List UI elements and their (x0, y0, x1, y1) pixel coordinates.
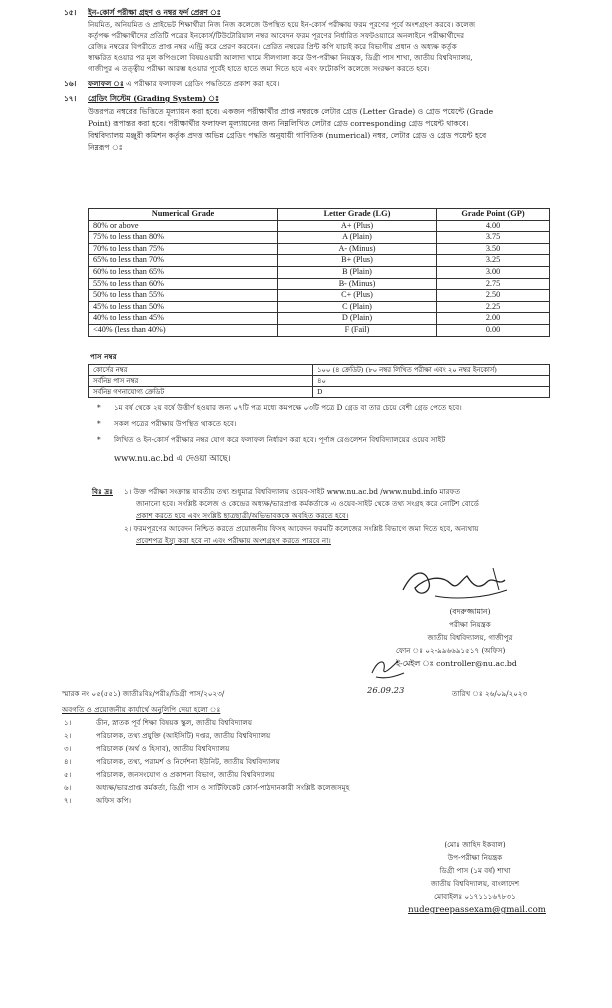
table-row (89, 255, 550, 267)
copy-item-1-number: ১। (64, 718, 72, 727)
initials-image (368, 655, 408, 683)
note-1-text: ১ম বর্ষ থেকে ২য় বর্ষে উত্তীর্ণ হওয়ার জন্য ০৭টি পত্র মধ্যে কমপক্ষে ০৩টি পত্রে D গ্রেড বা তার চেয়ে বেশী গ্রেড পেতে হবে। (114, 403, 462, 412)
section-15-line-3: রেজিঃ নম্বরের বিপরীতে প্রাপ্ত নম্বর এন্ট্রি করে প্রেরণ করবেন। প্রেরিত নম্বরের প্রিন্ট কপি যাচাই করে বিভাগীয় প্রধান ও অধ্যক্ষ কর্তৃক (88, 42, 457, 51)
copy-to-title (62, 705, 392, 716)
table-row (89, 220, 550, 232)
copy-item-6-number: ৬। (64, 783, 72, 792)
table-row (89, 301, 550, 313)
letter-grade-cell: B (Plain) (278, 266, 437, 278)
note-2-text: সকল পত্রের পরীক্ষায় উপস্থিত থাকতে হবে। (114, 419, 237, 428)
grading-table-header-row (89, 209, 550, 221)
letter-grade-cell: A (Plain) (278, 232, 437, 244)
note-1-mark: * (97, 403, 101, 412)
signatory-1-email: ই-মেইল ঃ controller@nu.ac.bd (396, 659, 517, 668)
numerical-grade-cell: 70% to less than 75% (89, 243, 278, 255)
grade-point-cell: 2.75 (437, 278, 550, 290)
note-label-text: বিঃ দ্রঃ (92, 487, 113, 496)
signatory-2-org: জাতীয় বিশ্ববিদ্যালয়, বাংলাদেশ (430, 879, 520, 888)
numerical-grade-cell: 80% or above (89, 220, 278, 232)
copy-item-3-text: পরিচালক (অর্থ ও হিসাব), জাতীয় বিশ্ববিদ্যালয় (96, 744, 230, 753)
numerical-grade-cell: <40% (less than 40%) (89, 324, 278, 336)
copy-item-5-text: পরিচালক, জনসংযোগ ও প্রকাশনা বিভাগ, জাতীয় বিশ্ববিদ্যালয় (96, 770, 275, 779)
letter-grade-cell: F (Fail) (278, 324, 437, 336)
signatory-2-branch: ডিগ্রী পাস (১ম বর্ষ) শাখা (439, 866, 511, 875)
section-17-line-1: উত্তরপত্র নম্বরের ভিত্তিতে মূল্যায়ন করা হবে। একজন পরীক্ষার্থীর প্রাপ্ত নম্বরকে লেটার গ্রেড (Letter Grade) ও গ্রেড পয়েন্টে (Grade (88, 107, 494, 116)
note-3-text-2: www.nu.ac.bd এ দেওয়া আছে। (114, 453, 231, 463)
numerical-grade-cell: 50% to less than 55% (89, 290, 278, 302)
copy-item-4-number: ৪। (64, 757, 72, 766)
signatory-2-mobile: মোবাইলঃ ০১৭১১১৬৭৮৩১ (434, 892, 516, 901)
note-item-2-line-2: প্রবেশপত্র ইস্যু করা হবে না এবং পরীক্ষায় অংশগ্রহণ করতে পারবে না। (136, 536, 331, 545)
pass-marks-title: পাস নম্বর (90, 352, 117, 361)
copy-to-title-text: অবগতি ও প্রয়োজনীয় কার্যার্থে অনুলিপি দেয়া হলো ঃ (62, 705, 221, 714)
grading-table (88, 208, 550, 337)
section-16-text: এ পরীক্ষার ফলাফল গ্রেডিং পদ্ধতিতে প্রকাশ করা হবে। (123, 79, 280, 88)
section-16-body (88, 79, 556, 90)
letter-grade-cell: D (Plain) (278, 313, 437, 325)
grade-point-cell: 3.50 (437, 243, 550, 255)
copy-item-5-number: ৫। (64, 770, 72, 779)
grading-header-letter: Letter Grade (LG) (278, 209, 437, 221)
numerical-grade-cell: 55% to less than 60% (89, 278, 278, 290)
grade-point-cell: 3.75 (437, 232, 550, 244)
note-2-mark: * (97, 419, 101, 428)
grade-point-cell: 2.00 (437, 313, 550, 325)
section-15-title (88, 8, 556, 19)
copy-item-2-text: পরিচালক, তথ্য প্রযুক্তি (আইসিটি) দপ্তর, জাতীয় বিশ্ববিদ্যালয় (96, 731, 271, 740)
copy-item-7-number: ৭। (64, 796, 72, 805)
copy-item-3-number: ৩। (64, 744, 72, 753)
memo-reference: স্মারক নং ০৫(৫৫১) জাতীঃবিঃ/পরীঃ/ডিগ্রী পাস/২০২৩/ (62, 689, 225, 698)
section-17-line-2: Point) রূপান্তর করা হবে। পরীক্ষার্থীর ফলাফল মূল্যায়নের জন্য নিম্নলিখিত লেটার গ্রেড corresponding গ্রেড পয়েন্ট থাকবে। (88, 119, 469, 128)
section-17-title (88, 94, 556, 105)
section-15-line-1: নিয়মিত, অনিয়মিত ও প্রাইভেট শিক্ষার্থীরা নিজ নিজ কলেজে উপস্থিত হয়ে ইন-কোর্স পরীক্ষায় ফরম পূরণের পূর্বে অংশগ্রহণ করবে। কলেজ (88, 20, 476, 29)
section-17-title-text: গ্রেডিং সিস্টেম (Grading System) ঃ (88, 94, 219, 103)
section-15-number: ১৫। (64, 8, 77, 17)
table-row (89, 290, 550, 302)
table-row (89, 324, 550, 336)
note-item-2-line-1: ২। ফরমপূরণের আবেদন নিশ্চিত করতে প্রয়োজনীয় ফিসহ আবেদন ফরমটি কলেজের সংশ্লিষ্ট বিভাগে জমা দিতে হবে, অন্যথায় (124, 524, 479, 533)
pass-label-cell: সর্বনিম্ন পাস নম্বর (89, 376, 313, 387)
table-row (89, 243, 550, 255)
note-item-1-line-2: জানানো হবে। সংশ্লিষ্ট কলেজ ও কেন্দ্রের অধ্যক্ষ/ভারপ্রাপ্ত কর্মকর্তাকে এ ওয়েব-সাইট থেকে তথ্য সংগ্রহ করে নোটিশ বোর্ডে (136, 499, 479, 508)
section-17-line-4: নিম্নরূপ ঃ (88, 143, 123, 152)
letter-grade-cell: C (Plain) (278, 301, 437, 313)
pass-value-cell: ৪০ (313, 376, 550, 387)
note-3-mark: * (97, 435, 101, 444)
section-15-title-text: ইন-কোর্স পরীক্ষা গ্রহণ ও নম্বর ফর্দ প্রেরণ ঃ (88, 8, 221, 17)
signatory-2-designation: উপ-পরীক্ষা নিয়ন্ত্রক (447, 853, 503, 862)
grade-point-cell: 4.00 (437, 220, 550, 232)
copy-item-1-text: ডীন, স্নাতক পূর্ব শিক্ষা বিষয়ক স্কুল, জাতীয় বিশ্ববিদ্যালয় (96, 718, 253, 727)
signatory-1-name: (বদরুজ্জামান) (449, 607, 491, 616)
table-row (89, 376, 550, 387)
grade-point-cell: 3.00 (437, 266, 550, 278)
letter-grade-cell: A- (Minus) (278, 243, 437, 255)
pass-label-cell: কোর্সের নম্বর (89, 365, 313, 376)
table-row (89, 387, 550, 398)
signatory-2-email: nudegreepassexam@gmail.com (408, 905, 546, 915)
table-row (89, 313, 550, 325)
letter-grade-cell: C+ (Plus) (278, 290, 437, 302)
table-row (89, 232, 550, 244)
numerical-grade-cell: 65% to less than 70% (89, 255, 278, 267)
section-16-number: ১৬। (64, 79, 77, 88)
grading-header-point: Grade Point (GP) (437, 209, 550, 221)
note-item-1-line-1: ১। উক্ত পরীক্ষা সংক্রান্ত যাবতীয় তথ্য শুধুমাত্র বিশ্ববিদ্যালয় ওয়েব-সাইট www.nu.ac.bd /www.nubd.info মারফত (124, 487, 461, 496)
table-row (89, 278, 550, 290)
table-row (89, 266, 550, 278)
copy-item-6-text: অধ্যক্ষ/ভারপ্রাপ্ত কর্মকর্তা, ডিগ্রী পাস ও সার্টিফিকেট কোর্স-পাঠদানকারী সংশ্লিষ্ট কলেজসমূহ (96, 783, 350, 792)
numerical-grade-cell: 40% to less than 45% (89, 313, 278, 325)
section-16-title: ফলাফল ঃ (88, 79, 124, 88)
pass-value-cell: ১০০ (৪ ক্রেডিট) (৮০ নম্বর লিখিত পরীক্ষা এবং ২০ নম্বর ইনকোর্স) (313, 365, 550, 376)
signatory-1-phone: ফোন ঃ ০২-৯৯৬৬৯১৫১৭ (অফিস) (396, 646, 506, 655)
numerical-grade-cell: 60% to less than 65% (89, 266, 278, 278)
pass-label-cell: সর্বনিম্ন গণনাযোগ্য ক্রেডিট (89, 387, 313, 398)
note-label (92, 487, 113, 498)
grade-point-cell: 2.50 (437, 290, 550, 302)
note-item-1-line-3: প্রকাশ করতে হবে এবং সংশ্লিষ্ট ছাত্রছাত্রী/অভিভাবককে অবহিত করতে হবে। (136, 511, 349, 520)
pass-marks-table (88, 364, 550, 398)
section-17-line-3: বিশ্ববিদ্যালয় মঞ্জুরী কমিশন কর্তৃক প্রদত্ত অভিন্ন গ্রেডিং পদ্ধতি অনুযায়ী গাণিতিক (numerical) নম্বর, লেটার গ্রেড ও গ্রেড পয়েন্ট হবে (88, 131, 487, 140)
signature-image (395, 560, 525, 608)
section-15-line-5: গাজীপুর এ তত্ত্বীয় পরীক্ষা আরম্ভ হওয়ার পূর্বেই হাতে হাতে জমা দিতে হবে এবং ফটোকপি কলেজে সংরক্ষণ করতে হবে। (88, 64, 430, 73)
grade-point-cell: 0.00 (437, 324, 550, 336)
letter-grade-cell: B+ (Plus) (278, 255, 437, 267)
memo-date: তারিখ ঃ ২৬/০৯/২০২৩ (452, 689, 528, 698)
section-15-line-2: কর্তৃপক্ষ পরীক্ষার্থীদের প্রতিটি পত্রের ইনকোর্স/টিউটোরিয়াল নম্বর আবেদন ফরম পূরণের নির্ধারিত সফটওয়্যারে অনলাইনে পরীক্ষার্থীদের (88, 31, 465, 40)
table-row (89, 365, 550, 376)
handwritten-date: 26.09.23 (367, 685, 405, 695)
letter-grade-cell: B- (Minus) (278, 278, 437, 290)
grade-point-cell: 3.25 (437, 255, 550, 267)
numerical-grade-cell: 75% to less than 80% (89, 232, 278, 244)
section-15-line-4: স্বাক্ষরিত হওয়ার পর মূল কপিগুলো বিষয়ওয়ারী আলাদা খামে সীলগালা করে উপ-পরীক্ষা নিয়ন্ত্রক, ডিগ্রী পাস শাখা, জাতীয় বিশ্ববিদ্যালয়, (88, 53, 473, 62)
grade-point-cell: 2.25 (437, 301, 550, 313)
note-3-text: লিখিত ও ইন-কোর্স পরীক্ষার নম্বর যোগ করে ফলাফল নির্ধারণ করা হবে। পূর্ণাঙ্গ রেগুলেশন বিশ্ববিদ্যালয়ের ওয়েব সাইট (114, 435, 446, 444)
letter-grade-cell: A+ (Plus) (278, 220, 437, 232)
signatory-1-org: জাতীয় বিশ্ববিদ্যালয়, গাজীপুর (427, 633, 513, 642)
grading-header-numerical: Numerical Grade (89, 209, 278, 221)
signatory-1-designation: পরীক্ষা নিয়ন্ত্রক (449, 620, 491, 629)
section-17-number: ১৭। (64, 94, 77, 103)
pass-value-cell: D (313, 387, 550, 398)
signatory-2-name: (মোঃ জাহিদ ইকবাল) (444, 840, 506, 849)
copy-item-7-text: অফিস কপি। (96, 796, 132, 805)
copy-item-4-text: পরিচালক, তথ্য, পরামর্শ ও নির্দেশনা ইউনিট, জাতীয় বিশ্ববিদ্যালয় (96, 757, 280, 766)
numerical-grade-cell: 45% to less than 50% (89, 301, 278, 313)
copy-item-2-number: ২। (64, 731, 72, 740)
